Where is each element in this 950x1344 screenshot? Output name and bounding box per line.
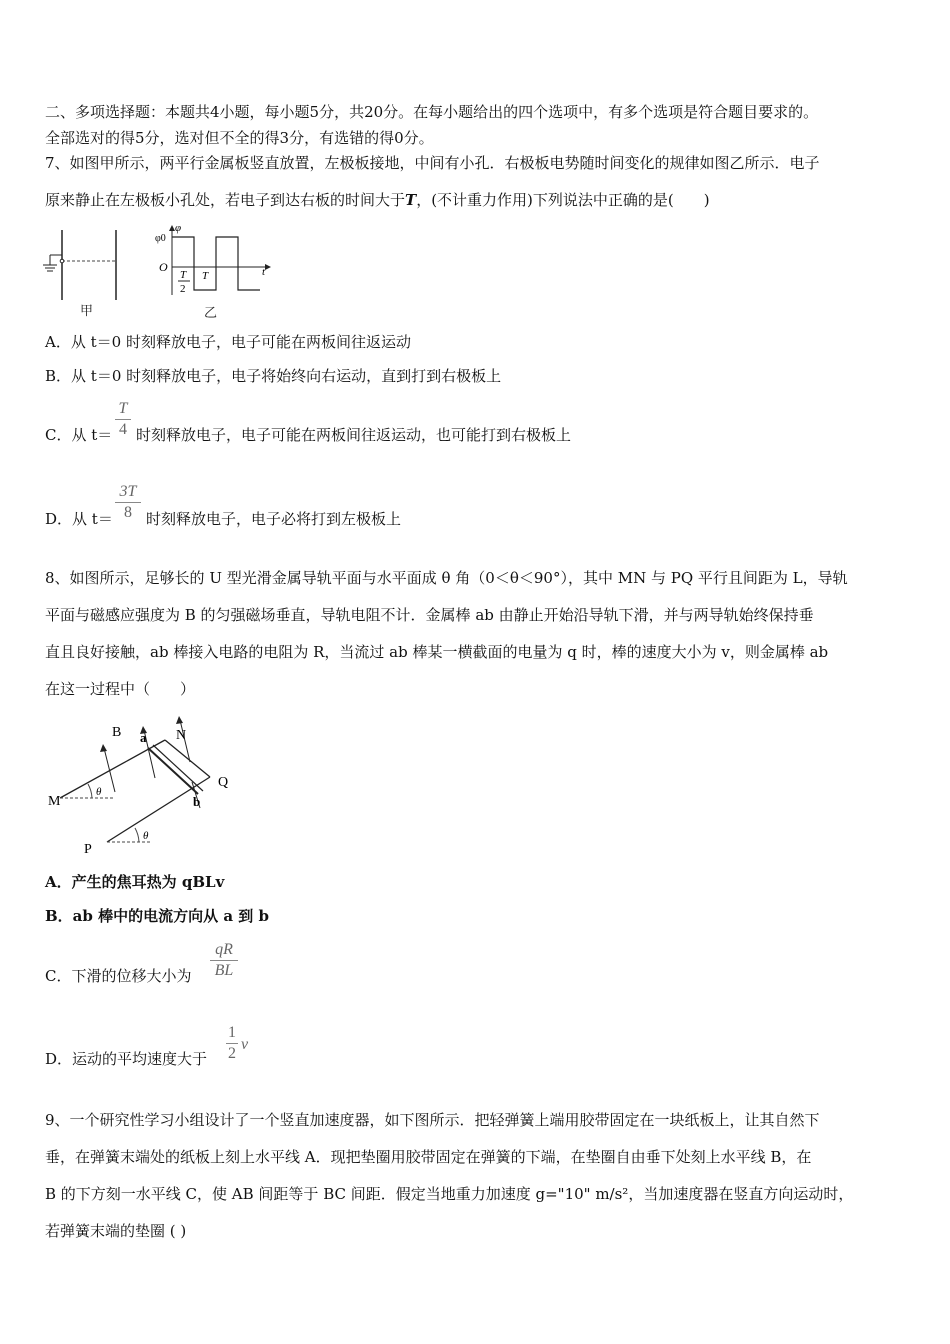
q7-fig-phi0: φ0 xyxy=(155,233,166,244)
q7-option-d-pre: D．从 t＝ xyxy=(45,510,113,528)
q7-fig-T2-num: T xyxy=(180,269,187,281)
q8-fig-theta-1: θ xyxy=(96,786,102,798)
q9-stem-line2: 垂，在弹簧末端处的纸板上刻上水平线 A．现把垫圈用胶带固定在弹簧的下端，在垫圈自由垂下处刻上水平线 B，在 xyxy=(45,1148,812,1166)
q7-option-d-fraction xyxy=(115,483,141,522)
q8-option-d-var: v xyxy=(241,1036,249,1053)
q7-stem-line2 xyxy=(45,190,710,210)
q8-option-d-num: 1 xyxy=(228,1024,236,1041)
q7-fig-t: t xyxy=(262,266,266,278)
q7-fig-T2-den: 2 xyxy=(180,283,186,295)
q7-option-c-fraction xyxy=(115,400,131,439)
q8-option-d-pre: D．运动的平均速度大于 xyxy=(45,1050,208,1068)
q8-fig-label-a: a xyxy=(140,730,147,745)
q8-fig-theta-2: θ xyxy=(143,830,149,842)
q7-figure-yi xyxy=(150,222,280,322)
q7-option-d-post: 时刻释放电子，电子必将打到左极板上 xyxy=(146,510,402,528)
q7-stem-line2-pre: 原来静止在左极板小孔处，若电子到达右板的时间大于 xyxy=(45,191,406,209)
q7-fig-phi: φ xyxy=(175,222,182,234)
q8-fig-label-b: b xyxy=(193,794,201,809)
q7-option-d-den: 8 xyxy=(124,504,132,521)
section-header-line1: 二、多项选择题：本题共4小题，每小题5分，共20分。在每小题给出的四个选项中，有多个选项是符合题目要求的。 xyxy=(45,103,819,121)
q8-option-a: A．产生的焦耳热为 qBLv xyxy=(45,873,225,891)
q7-option-c-pre: C．从 t＝ xyxy=(45,426,113,444)
q8-stem-line1: 8、如图所示，足够长的 U 型光滑金属导轨平面与水平面成 θ 角（0＜θ＜90°），其中 MN 与 PQ 平行且间距为 L，导轨 xyxy=(45,569,848,587)
q7-option-c-num: T xyxy=(118,400,128,417)
q7-fig-O: O xyxy=(159,260,168,274)
q7-stem-T: T xyxy=(405,191,417,209)
q8-stem-line3: 直且良好接触，ab 棒接入电路的电阻为 R，当流过 ab 棒某一横截面的电量为 q 时，棒的速度大小为 v，则金属棒 ab xyxy=(45,643,829,661)
q8-stem-line4: 在这一过程中（ ） xyxy=(45,680,196,698)
section-header-line2: 全部选对的得5分，选对但不全的得3分，有选错的得0分。 xyxy=(45,129,434,147)
q7-fig-jia-label: 甲 xyxy=(80,303,94,318)
q8-option-c-fraction xyxy=(210,941,238,980)
q7-fig-T: T xyxy=(202,270,209,282)
q8-fig-label-Q: Q xyxy=(218,775,229,790)
q7-option-b: B．从 t＝0 时刻释放电子，电子将始终向右运动，直到打到右极板上 xyxy=(45,367,502,385)
q8-option-b: B．ab 棒中的电流方向从 a 到 b xyxy=(45,907,269,925)
q9-stem-line3: B 的下方刻一水平线 C，使 AB 间距等于 BC 间距．假定当地重力加速度 g="10" m/s²，当加速度器在竖直方向运动时， xyxy=(45,1185,854,1203)
q7-option-a: A．从 t＝0 时刻释放电子，电子可能在两板间往返运动 xyxy=(45,333,411,351)
q8-option-d-den: 2 xyxy=(228,1045,236,1062)
q7-stem-line2-post: ，(不计重力作用)下列说法中正确的是( ) xyxy=(416,191,710,209)
q7-option-c-post: 时刻释放电子，电子可能在两板间往返运动，也可能打到右极板上 xyxy=(136,426,572,444)
q8-fig-label-N: N xyxy=(176,728,187,743)
q7-option-c-den: 4 xyxy=(119,421,127,438)
q7-fig-yi-label: 乙 xyxy=(204,305,218,320)
q8-option-c-den: BL xyxy=(214,962,234,979)
q8-option-c-num: qR xyxy=(215,941,233,958)
q7-option-d-num: 3T xyxy=(119,483,137,500)
q8-stem-line2: 平面与磁感应强度为 B 的匀强磁场垂直，导轨电阻不计．金属棒 ab 由静止开始沿导轨下滑，并与两导轨始终保持垂 xyxy=(45,606,814,624)
q9-stem-line4: 若弹簧末端的垫圈 ( ) xyxy=(45,1222,187,1240)
q7-figure-jia xyxy=(40,225,130,320)
q8-fig-label-B: B xyxy=(112,725,122,740)
q8-option-c-pre: C．下滑的位移大小为 xyxy=(45,967,192,985)
q8-figure-rails xyxy=(40,712,240,860)
q8-option-d-fraction xyxy=(226,1024,238,1063)
q7-stem-line1: 7、如图甲所示，两平行金属板竖直放置，左极板接地，中间有小孔．右极板电势随时间变化的规律如图乙所示．电子 xyxy=(45,154,820,172)
q9-stem-line1: 9、一个研究性学习小组设计了一个竖直加速度器，如下图所示．把轻弹簧上端用胶带固定在一块纸板上，让其自然下 xyxy=(45,1111,820,1129)
q8-fig-label-P: P xyxy=(84,842,92,857)
q8-fig-label-M: M xyxy=(48,794,61,809)
